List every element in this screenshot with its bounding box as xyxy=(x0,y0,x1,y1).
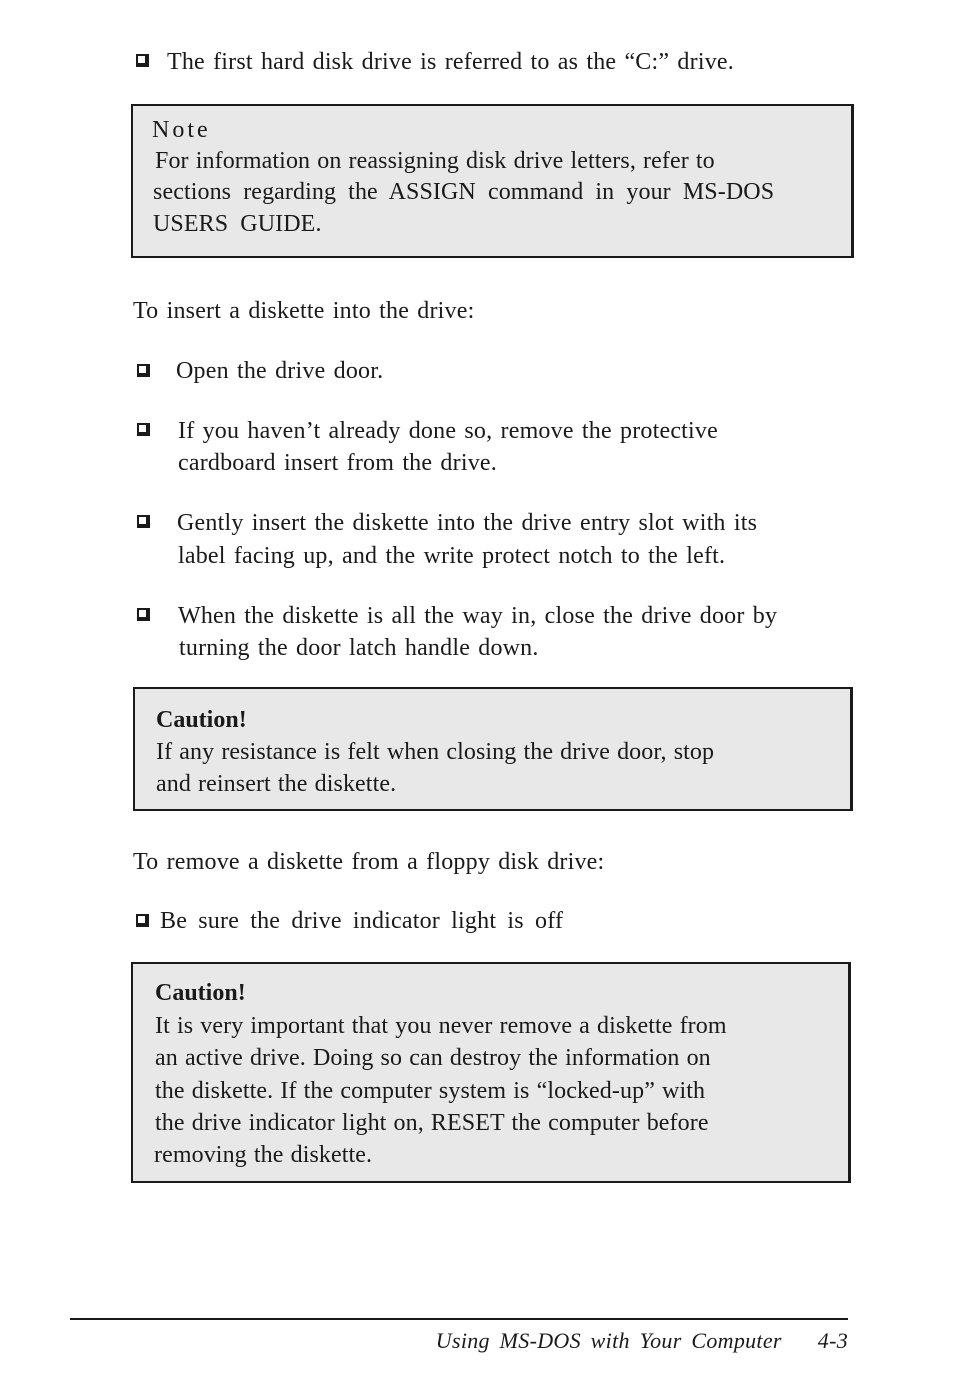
footer xyxy=(436,1326,848,1356)
checkbox-icon xyxy=(136,54,149,67)
footer-rule xyxy=(70,1318,848,1320)
insert-step-text: turning the door latch handle down. xyxy=(179,635,539,661)
caution-line: removing the diskette. xyxy=(154,1142,373,1168)
caution-line: and reinsert the diskette. xyxy=(156,771,397,797)
insert-step-text: If you haven’t already done so, remove the protective xyxy=(178,418,718,444)
insert-step-text: When the diskette is all the way in, close the drive door by xyxy=(178,603,778,629)
note-line: USERS GUIDE. xyxy=(153,211,322,237)
caution-box xyxy=(133,687,853,811)
insert-step-text: Open the drive door. xyxy=(176,358,384,384)
caution-line: the diskette. If the computer system is “locked-up” with xyxy=(155,1078,706,1104)
remove-step-text: Be sure the drive indicator light is off xyxy=(160,908,564,934)
note-line: For information on reassigning disk drive letters, refer to xyxy=(155,148,715,174)
caution-title: Caution! xyxy=(155,980,246,1006)
insert-step-text: Gently insert the diskette into the drive entry slot with its xyxy=(177,510,758,536)
note-title: Note xyxy=(152,117,211,143)
insert-step-text: cardboard insert from the drive. xyxy=(178,450,497,476)
note-line: sections regarding the ASSIGN command in your MS-DOS xyxy=(153,179,775,205)
checkbox-icon xyxy=(137,423,150,436)
note-box xyxy=(131,104,854,258)
checkbox-icon xyxy=(137,364,150,377)
intro-bullet-text: The first hard disk drive is referred to as the “C:” drive. xyxy=(167,49,734,75)
checkbox-icon xyxy=(136,914,149,927)
caution-line: It is very important that you never remove a diskette from xyxy=(155,1013,727,1039)
insert-heading: To insert a diskette into the drive: xyxy=(133,298,475,324)
remove-heading: To remove a diskette from a floppy disk drive: xyxy=(133,849,605,875)
caution-line: the drive indicator light on, RESET the computer before xyxy=(155,1110,709,1136)
caution-line: If any resistance is felt when closing the drive door, stop xyxy=(156,739,715,765)
caution-box xyxy=(131,962,851,1183)
page-number: 4-3 xyxy=(817,1328,848,1353)
checkbox-icon xyxy=(137,608,150,621)
footer-title: Using MS-DOS with Your Computer xyxy=(435,1328,782,1353)
caution-title: Caution! xyxy=(156,707,247,733)
caution-line: an active drive. Doing so can destroy the information on xyxy=(155,1045,711,1071)
insert-step-text: label facing up, and the write protect notch to the left. xyxy=(178,543,726,569)
checkbox-icon xyxy=(137,515,150,528)
